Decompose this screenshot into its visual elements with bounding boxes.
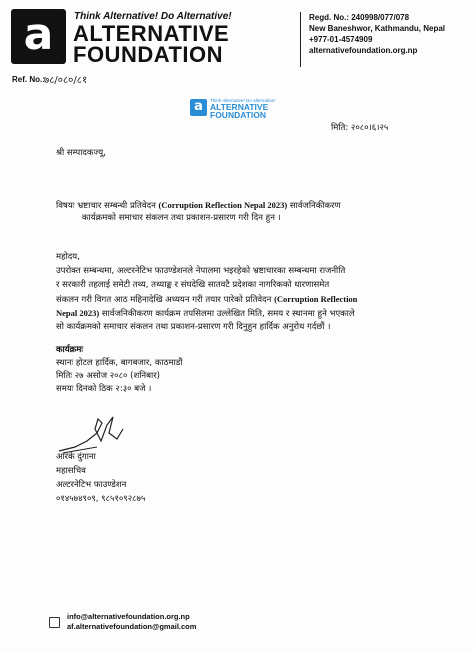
email-icon [49,617,60,628]
contact-block [309,12,445,56]
stamp-brand [210,103,268,119]
signatory-title: महासचिव [56,466,86,476]
footer-email-1[interactable]: info@alternativefoundation.org.np [67,612,190,621]
body-line5: सो कार्यक्रमको समाचार संकलन तथा प्रकाशन-प्रसारण गरी दिनुहुन हार्दिक अनुरोध गर्दछौं । [56,322,331,332]
subject-line2: कार्यक्रमको समाचार संकलन तथा प्रकाशन-प्रसारण गरी दिन हुन । [82,213,281,223]
addressee: श्री सम्पादकज्यू, [56,148,106,158]
brand-name-line2: FOUNDATION [73,42,224,67]
subject-report-title: (Corruption Reflection Nepal 2023) [158,200,288,210]
signatory-phone: ०१४५७४९०९, ९८५१०९२८७५ [56,494,146,504]
signatory-org: अल्टरनेटिभ फाउण्डेशन [56,480,127,490]
footer-email-2[interactable]: af.alternativefoundation@gmail.com [67,622,197,631]
subject-line1 [56,199,341,212]
subject-suffix: सार्वजनिकीकरण [287,201,341,211]
signatory-name: आरके दुंगाना [56,452,96,462]
body-line1: उपरोक्त सम्बन्धमा, अल्टरनेटिभ फाउण्डेशनले नेपालमा भइरहेको भ्रष्टाचारका सम्बन्धमा राजनीति [56,266,346,276]
program-time: समयः दिनको ठिक २:३० बजे । [56,384,152,394]
body-line2: र सरकारी तहलाई समेटी तथ्य, तथ्याङ्क र संघदेखि सातवटै प्रदेशका नागरिकको धारणासमेत [56,280,330,290]
phone: +977-01-4574909 [309,35,373,44]
body-line3 [56,293,357,306]
report-title-part2: Nepal 2023) [56,308,100,318]
logo-letter: a [23,9,54,60]
report-title-part1: (Corruption Reflection [274,294,358,304]
program-heading: कार्यक्रमः [56,345,83,355]
website: alternativefoundation.org.np [309,46,418,55]
ref-label: Ref. No.: [12,75,45,84]
subject-prefix: विषयः भ्रष्टाचार सम्बन्धी प्रतिवेदन [56,201,159,211]
body-line3-text: संकलन गरी विगत आठ महिनादेखि अध्ययन गरी तयार पारेको प्रतिवेदन [56,295,275,305]
signature [57,411,127,456]
letter-date: मिति: २०८०।६।२५ [331,123,389,133]
stamp-brand-line2: FOUNDATION [210,110,267,120]
brand-name-line1: ALTERNATIVE [73,21,230,46]
greeting: महोदय, [56,252,80,262]
stamp-brand-line1: ALTERNATIVE [210,102,269,112]
registration-number: Regd. No.: 240998/077/078 [309,13,410,22]
tagline: Think Alternative! Do Alternative! [74,11,232,22]
body-line4-text: सार्वजनिकीकरण कार्यक्रम तपसिलमा उल्लेखित मिति, समय र स्थानमा हुने भएकाले [99,309,355,319]
footer-contacts [67,612,196,632]
ref-value: ७८/०८०/८१ [44,75,88,86]
program-date: मितिः २७ असोज २०८० (शनिबार) [56,371,160,381]
stamp-tagline: Think Alternative! Do Alternative! [210,98,276,103]
body-line4 [56,307,355,320]
program-venue: स्थानः होटल हार्दिक, बागबजार, काठमाडौं [56,358,183,368]
address: New Baneshwor, Kathmandu, Nepal [309,24,446,33]
header-divider [300,12,301,67]
stamp-logo-icon: a [190,99,207,116]
